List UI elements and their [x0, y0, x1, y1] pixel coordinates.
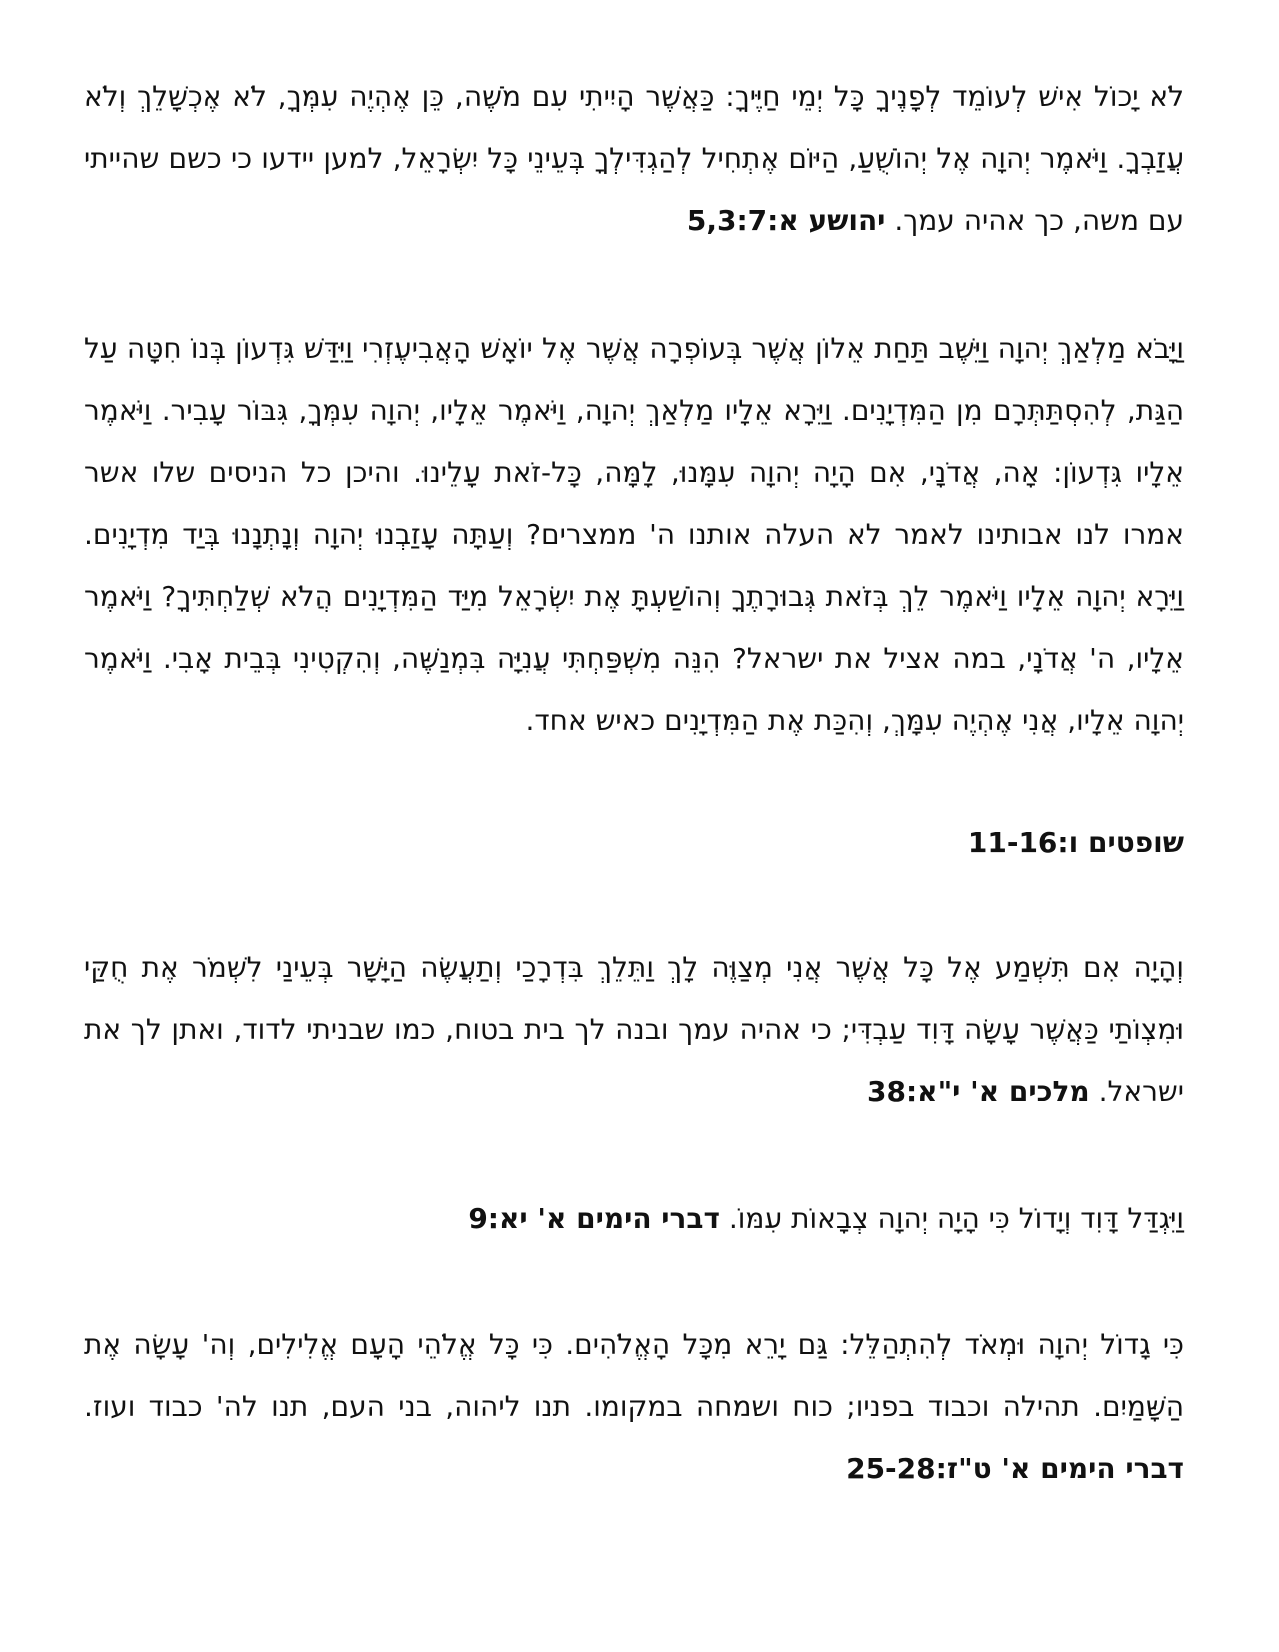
- passage-text: וְהָיָה אִם תִּשְׁמַע אֶל כָּל אֲשֶׁר אֲנִי מְצַוֶּה לָךְ וַתֵּלֵךְ בִּדְרָכַי וְתַעֲשֶׂה הַיָּשָׁר בְּעֵינַי לִשְׁמֹר אֶת חֻקַּי וּמִצְוֹתַי כַּאֲשֶׁר עָשָׂה דָּוִד עַבְדִּי; כי אהיה עמך ובנה לך בית בטוח, כמו שבניתי לדוד, ואתן לך את ישראל.: [84, 951, 1184, 1108]
- passage-chronicles-11: [84, 1188, 1184, 1250]
- passage-reference: דברי הימים א' ט"ז:25-28: [846, 1452, 1184, 1485]
- passage-judges: [84, 318, 1184, 752]
- passage-reference: יהושע א:5,3:7: [686, 204, 886, 237]
- passage-reference: מלכים א' י"א:38: [867, 1075, 1090, 1108]
- passage-text: וַיָּבֹא מַלְאַךְ יְהוָה וַיֵּשֶׁב תַּחַת אֵלוֹן אֲשֶׁר בְּעוֹפְרָה אֲשֶׁר אֶל יוֹאָשׁ הָאֲבִיעֶזְרִי וַיִּדַּשׁ גִּדְעוֹן בְּנוֹ חִטָּה עַל הַגַּת, לְהִסְתַּתְּרָם מִן הַמִּדְיָנִים. וַיֵּרָא אֵלָיו מַלְאַךְ יְהוָה, וַיֹּאמֶר אֵלָיו, יְהוָה עִמְּךָ, גִּבּוֹר עָבִיר. וַיֹּאמֶר אֵלָיו גִּדְעוֹן: אָה, אֲדֹנָי, אִם הָיָה יְהוָה עִמָּנוּ, לָמָּה, כָּל-זֹאת עָלֵינוּ. והיכן כל הניסים שלו אשר אמרו לנו אבותינו לאמר לא העלה אותנו ה' ממצרים? וְעַתָּה עָזַבְנוּ יְהוָה וְנָתְנָנוּ בְּיַד מִדְיָנִים. וַיֵּרָא יְהוָה אֵלָיו וַיֹּאמֶר לֵךְ בְּזֹאת גְּבוּרָתֶךָ וְהוֹשַׁעְתָּ אֶת יִשְׂרָאֵל מִיַּד הַמִּדְיָנִים הֲלֹא שְׁלַחְתִּיךָ? וַיֹּאמֶר אֵלָיו, ה' אֲדֹנָי, במה אציל את ישראל? הִנֵּה מִשְׁפַּחְתִּי עֲנִיָּה בִּמְנַשֶּׁה, וְהִקְטִינִי בְּבֵית אָבִי. וַיֹּאמֶר יְהוָה אֵלָיו, אֲנִי אֶהְיֶה עִמָּךְ, וְהִכַּת אֶת הַמִּדְיָנִים כאיש אחד.: [84, 332, 1184, 737]
- passage-joshua: [84, 66, 1184, 252]
- passage-kings: [84, 937, 1184, 1123]
- passage-text: כִּי גָדוֹל יְהוָה וּמְאֹד לְהִתְהַלֵּל: גַּם יָרֵא מִכָּל הָאֱלֹהִים. כִּי כָּל אֱלֹהֵי הָעָם אֱלִילִים, וְה' עָשָׂה אֶת הַשָּׁמַיִם. תהילה וכבוד בפניו; כוח ושמחה במקומו. תנו ליהוה, בני העם, תנו לה' כבוד ועוז.: [84, 1328, 1184, 1423]
- passage-reference: דברי הימים א' יא:9: [468, 1202, 720, 1235]
- passage-text: לֹא יָכוֹל אִישׁ לְעוֹמֵד לְפָנֶיךָ כָּל יְמֵי חַיֶּיךָ: כַּאֲשֶׁר הָיִיתִי עִם מֹשֶׁה, כֵּן אֶהְיֶה עִמְּךָ, לֹא אֶכְשָׁלֵךְ וְלֹא עֲזַבְךָ. וַיֹּאמֶר יְהוָה אֶל יְהוֹשֻׁעַ, הַיּוֹם אֶתְחִיל לְהַגְדִּילְךָ בְּעֵינֵי כָּל יִשְׂרָאֵל, למען יידעו כי כשם שהייתי עם משה, כך אהיה עמך.: [84, 80, 1184, 237]
- passage-chronicles-16: [84, 1314, 1184, 1500]
- passage-text: וַיִּגְדַּל דָּוִד וְיָדוֹל כִּי הָיָה יְהוָה צְבָאוֹת עִמּוֹ.: [728, 1202, 1184, 1235]
- passage-reference: שופטים ו:11-16: [967, 826, 1184, 859]
